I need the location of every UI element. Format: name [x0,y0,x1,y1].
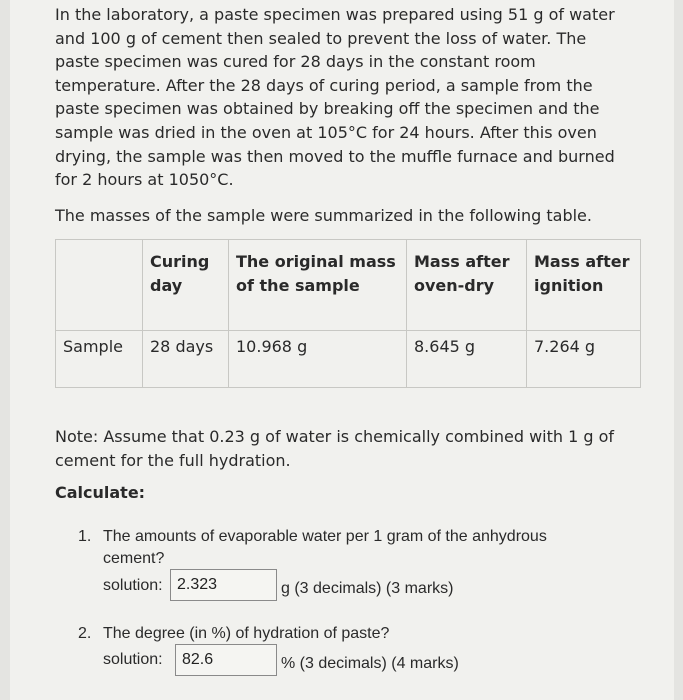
question-2-solution-label: solution: [103,651,163,668]
header-mass-ignition: Mass after ignition [527,240,641,331]
cell-mass-ignition: 7.264 g [527,331,641,388]
question-1-solution-label: solution: [103,577,163,594]
header-mass-oven-dry: Mass after oven-dry [407,240,527,331]
cell-sample: Sample [56,331,143,388]
question-1-unit-text: g (3 decimals) (3 marks) [281,580,454,597]
note-text: Note: Assume that 0.23 g of water is chemically combined with 1 g of cement for the full hydration. [55,427,615,470]
question-1-answer-input[interactable]: 2.323 [170,569,277,601]
question-2-answer-input[interactable]: 82.6 [175,644,277,676]
question-2-text: The degree (in %) of hydration of paste? [103,625,390,642]
header-empty [56,240,143,331]
question-1-number: 1. [78,528,92,545]
cell-original-mass: 10.968 g [229,331,407,388]
masses-table [55,239,641,388]
cell-curing-day: 28 days [143,331,229,388]
cell-mass-oven-dry: 8.645 g [407,331,527,388]
question-2-number: 2. [78,625,92,642]
question-1-text: The amounts of evaporable water per 1 gram of the anhydrous cement? [103,528,547,567]
table-header-row [56,240,641,331]
worksheet-page [10,0,674,700]
header-curing-day: Curing day [143,240,229,331]
header-original-mass: The original mass of the sample [229,240,407,331]
question-2-unit-text: % (3 decimals) (4 marks) [281,655,459,672]
table-intro: The masses of the sample were summarized in the following table. [55,206,592,225]
calculate-heading: Calculate: [55,483,146,502]
problem-intro: In the laboratory, a paste specimen was prepared using 51 g of water and 100 g of cement then sealed to prevent the loss of water. The paste specimen was cured for 28 days in the constant room temperature. After the 28 days of curing period, a sample from the paste specimen was obtained by breaking off the specimen and the sample was dried in the oven at 105°C for 24 hours. After this oven drying, the sample was then moved to the muffle furnace and burned for 2 hours at 1050°C. [55,5,615,190]
table-row [56,331,641,388]
